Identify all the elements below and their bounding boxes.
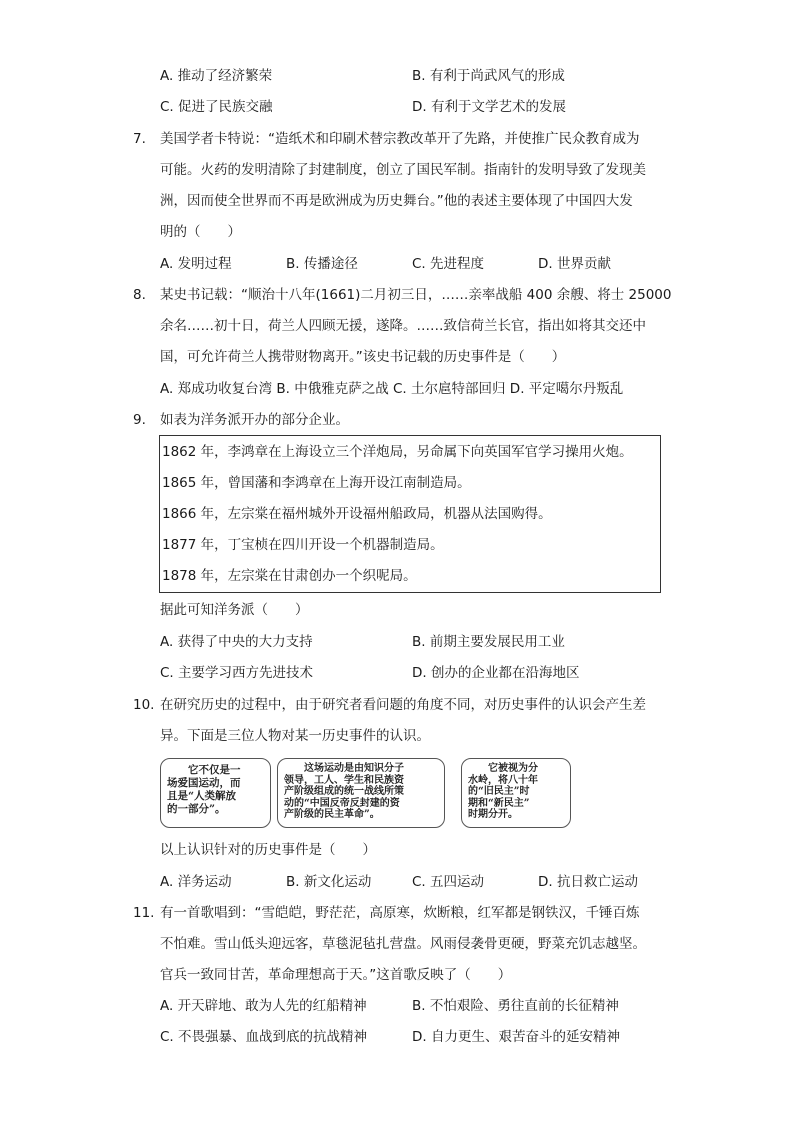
q10-stem-line: 异。下面是三位人物对某一历史事件的认识。 — [160, 728, 430, 744]
q10-option-d: D. 抗日救亡运动 — [538, 874, 638, 890]
q10-stem-line: 在研究历史的过程中，由于研究者看问题的角度不同，对历史事件的认识会产生差 — [160, 697, 646, 713]
q11-option-a: A. 开天辟地、敢为人先的红船精神 — [160, 998, 367, 1014]
q10-opinion-bubble-1 — [160, 758, 271, 828]
bubble-text-line: 这场运动是由知识分子 — [284, 763, 404, 774]
q7-option-a: A. 发明过程 — [160, 256, 232, 272]
q7-number: 7. — [133, 131, 146, 147]
q8-stem-line: 余名……初十日，荷兰人四顾无援，遂降。……致信荷兰长官，指出如将其交还中 — [160, 318, 646, 334]
table-row: 1878 年，左宗棠在甘肃创办一个织呢局。 — [162, 568, 417, 584]
q9-enterprise-table — [159, 435, 661, 593]
bubble-text-line: 的“旧民主”时 — [468, 786, 530, 797]
q9-option-b: B. 前期主要发展民用工业 — [412, 634, 565, 650]
bubble-text-line: 期和“新民主” — [468, 797, 530, 809]
q10-option-b: B. 新文化运动 — [286, 874, 372, 890]
q7-stem-line: 明的（ ） — [160, 224, 241, 240]
q11-stem-line: 有一首歌唱到：“雪皑皑，野茫茫，高原寒，炊断粮，红军都是钢铁汉，千锤百炼 — [160, 905, 640, 921]
q10-number: 10. — [133, 697, 155, 713]
q7-option-b: B. 传播途径 — [286, 256, 358, 272]
q11-option-d: D. 自力更生、艰苦奋斗的延安精神 — [412, 1029, 620, 1045]
q10-question: 以上认识针对的历史事件是（ ） — [160, 842, 376, 858]
table-row: 1877 年，丁宝桢在四川开设一个机器制造局。 — [162, 537, 444, 553]
q6-option-c: C. 促进了民族交融 — [160, 99, 273, 115]
table-row: 1866 年，左宗棠在福州城外开设福州船政局，机器从法国购得。 — [162, 506, 552, 522]
q6-option-a: A. 推动了经济繁荣 — [160, 68, 273, 84]
q10-option-c: C. 五四运动 — [412, 874, 485, 890]
q7-stem-line: 洲，因而使全世界而不再是欧洲成为历史舞台。”他的表述主要体现了中国四大发 — [160, 193, 633, 209]
q10-opinion-bubble-2 — [277, 758, 445, 828]
q6-option-d: D. 有利于文学艺术的发展 — [412, 99, 566, 115]
q7-stem-line: 美国学者卡特说：“造纸术和印刷术替宗教改革开了先路，并使推广民众教育成为 — [160, 131, 640, 147]
bubble-text-line: 时期分开。 — [468, 809, 518, 820]
bubble-text-line: 动的“中国反帝反封建的资 — [284, 797, 400, 809]
bubble-text-line: 它被视为分 — [468, 763, 538, 774]
q7-option-c: C. 先进程度 — [412, 256, 485, 272]
q9-option-c: C. 主要学习西方先进技术 — [160, 665, 314, 681]
q11-number: 11. — [133, 905, 155, 921]
q11-option-c: C. 不畏强暴、血战到底的抗战精神 — [160, 1029, 368, 1045]
bubble-text-line: 场爱国运动，而 — [167, 777, 241, 789]
bubble-text-line: 它不仅是一 — [167, 764, 241, 776]
q8-number: 8. — [133, 287, 146, 303]
q10-opinion-bubble-3 — [461, 758, 571, 828]
q11-stem-line: 官兵一致同甘苦，革命理想高于天。”这首歌反映了（ ） — [160, 967, 512, 983]
q7-option-d: D. 世界贡献 — [538, 256, 611, 272]
bubble-text-line: 领导，工人、学生和民族资 — [284, 774, 404, 786]
q8-options-line: A. 郑成功收复台湾 B. 中俄雅克萨之战 C. 土尔扈特部回归 D. 平定噶尔丹叛乱 — [160, 381, 624, 397]
q11-option-b: B. 不怕艰险、勇往直前的长征精神 — [412, 998, 619, 1014]
bubble-text-line: 产阶级的民主革命”。 — [284, 809, 380, 820]
q9-number: 9. — [133, 412, 146, 428]
q8-stem-line: 国，可允许荷兰人携带财物离开。”该史书记载的历史事件是（ ） — [160, 349, 566, 365]
q7-stem-line: 可能。火药的发明清除了封建制度，创立了国民军制。指南针的发明导致了发现美 — [160, 162, 646, 178]
bubble-text-line: 产阶级组成的统一战线所策 — [284, 786, 404, 797]
q11-stem-line: 不怕难。雪山低头迎远客，草毯泥毡扎营盘。风雨侵袭骨更硬，野菜充饥志越坚。 — [160, 936, 646, 952]
q6-option-b: B. 有利于尚武风气的形成 — [412, 68, 565, 84]
table-row: 1862 年，李鸿章在上海设立三个洋炮局，另命属下向英国军官学习操用火炮。 — [162, 444, 633, 460]
q9-option-a: A. 获得了中央的大力支持 — [160, 634, 313, 650]
q9-stem: 如表为洋务派开办的部分企业。 — [160, 412, 349, 428]
q9-question: 据此可知洋务派（ ） — [160, 602, 309, 618]
q10-option-a: A. 洋务运动 — [160, 874, 232, 890]
bubble-text-line: 且是“人类解放 — [167, 790, 237, 802]
bubble-text-line: 水岭，将八十年 — [468, 774, 538, 786]
bubble-text-line: 的一部分”。 — [167, 803, 226, 815]
table-row: 1865 年，曾国藩和李鸿章在上海开设江南制造局。 — [162, 475, 471, 491]
q8-stem-line: 某史书记载：“顺治十八年(1661)二月初三日，……亲率战船 400 余艘、将士 25000 — [160, 287, 672, 303]
q9-option-d: D. 创办的企业都在沿海地区 — [412, 665, 580, 681]
